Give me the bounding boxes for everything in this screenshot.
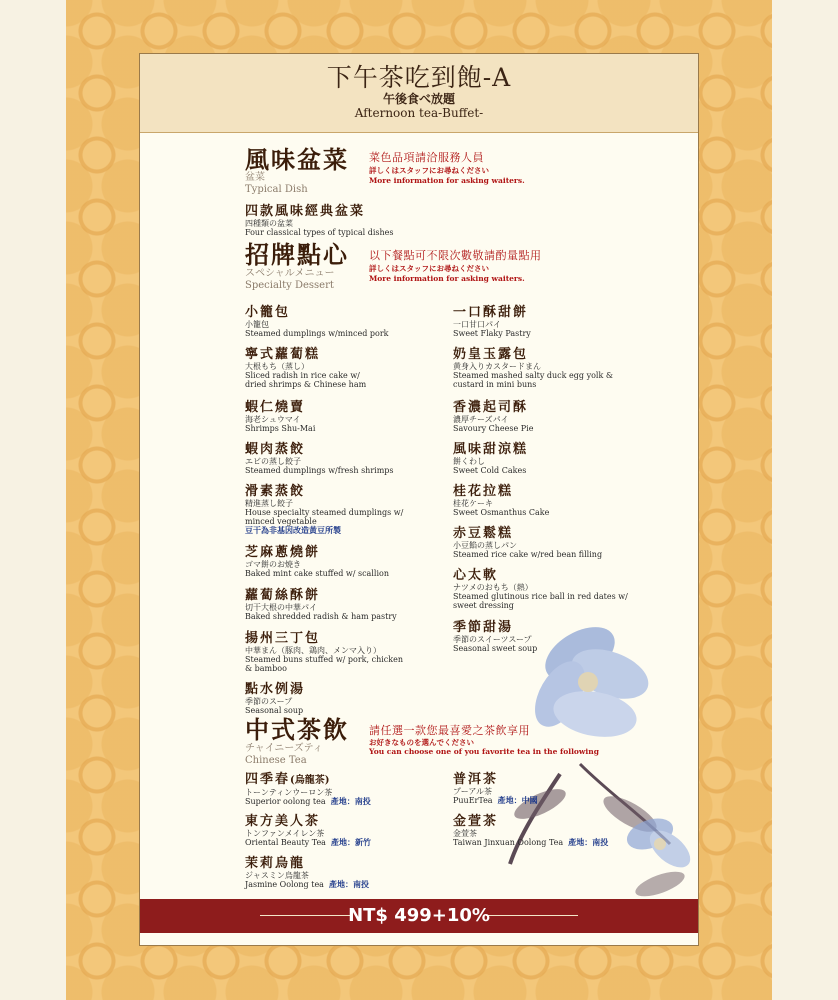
item-name-zh: 蘿蔔絲酥餅 bbox=[245, 588, 321, 603]
tea-section-en: Chinese Tea bbox=[245, 755, 307, 766]
menu-item bbox=[453, 620, 663, 653]
item-name-zh: 東方美人茶 bbox=[245, 814, 321, 829]
item-name-jp: エビの蒸し餃子 bbox=[245, 457, 301, 466]
specialty-section-en: Specialty Dessert bbox=[245, 280, 334, 291]
menu-title: 下午茶吃到飽-A bbox=[326, 63, 512, 92]
item-name-zh: 四款風味經典盆菜 bbox=[245, 204, 366, 219]
tea-note-jp: お好きなものを選んでください bbox=[369, 738, 474, 747]
item-name-zh: 奶皇玉露包 bbox=[453, 347, 529, 362]
item-name-en: Seasonal soup bbox=[245, 706, 304, 715]
item-name-zh: 蝦肉蒸餃 bbox=[245, 442, 306, 457]
tea-item bbox=[245, 772, 455, 806]
menu-item bbox=[453, 526, 663, 559]
item-name-en-line2: custard in mini buns bbox=[453, 380, 537, 389]
menu-item bbox=[245, 484, 455, 535]
typical-item bbox=[245, 204, 545, 237]
menu-item bbox=[245, 545, 455, 578]
item-name-en: Steamed dumplings w/fresh shrimps bbox=[245, 466, 394, 475]
tea-origin: 產地：新竹 bbox=[331, 837, 372, 847]
item-name-en-line2: dried shrimps & Chinese ham bbox=[245, 380, 367, 389]
item-name-jp: 海老シュウマイ bbox=[245, 415, 301, 424]
menu-subtitle-jp: 午後食べ放題 bbox=[382, 92, 455, 106]
item-name-en: Sweet Flaky Pastry bbox=[453, 329, 531, 338]
item-name-en: Sliced radish in rice cake w/ bbox=[245, 371, 360, 380]
typical-note-en: More information for asking waiters. bbox=[369, 176, 525, 185]
item-name-en: Baked shredded radish & ham pastry bbox=[245, 612, 397, 621]
menu-item bbox=[453, 305, 663, 338]
item-name-zh: 揚州三丁包 bbox=[245, 631, 321, 646]
item-name-zh: 寧式蘿蔔糕 bbox=[245, 347, 321, 362]
item-origin-note: 豆干為非基因改造黃豆所製 bbox=[245, 525, 341, 535]
item-name-jp: 餅くわし bbox=[453, 457, 485, 466]
item-name-jp: 大根もち（蒸し） bbox=[245, 362, 309, 371]
specialty-section-jp: スペシャルメニュー bbox=[245, 268, 335, 279]
item-name-jp: ナツメのおもち（熱） bbox=[453, 583, 533, 592]
item-name-zh: 滑素蒸餃 bbox=[245, 484, 306, 499]
typical-section-jp: 盆菜 bbox=[245, 172, 265, 183]
item-name-en: Steamed dumplings w/minced pork bbox=[245, 329, 389, 338]
item-name-zh: 點水例湯 bbox=[245, 682, 306, 697]
menu-item bbox=[453, 568, 663, 610]
menu-item bbox=[245, 442, 455, 475]
item-name-jp: 切干大根の中華パイ bbox=[245, 603, 317, 612]
item-name-en: House specialty steamed dumplings w/ bbox=[245, 508, 404, 517]
item-name-jp: 四種類の盆菜 bbox=[245, 219, 293, 228]
item-name-en: Sweet Osmanthus Cake bbox=[453, 508, 550, 517]
item-name-en: Steamed rice cake w/red bean filling bbox=[453, 550, 603, 559]
item-name-en bbox=[245, 797, 455, 806]
tea-item bbox=[245, 856, 455, 889]
item-name-en: Baked mint cake stuffed w/ scallion bbox=[245, 569, 389, 578]
item-name-en bbox=[453, 838, 663, 847]
price-band bbox=[140, 899, 698, 933]
tea-section-jp: チャイニーズティ bbox=[245, 743, 323, 754]
tea-name-en: Oriental Beauty Tea bbox=[245, 838, 326, 847]
item-name-jp: 中華まん（豚肉、鶏肉、メンマ入り） bbox=[245, 646, 381, 655]
item-name-jp: トーンティンウーロン茶 bbox=[245, 788, 333, 797]
tea-name-en: PuuErTea bbox=[453, 796, 493, 805]
item-name-zh: 赤豆鬆糕 bbox=[453, 526, 514, 541]
tea-name-paren: (烏龍茶) bbox=[290, 775, 330, 786]
tea-origin: 產地：中國 bbox=[497, 795, 538, 805]
typical-note-zh: 菜色品項請洽服務人員 bbox=[369, 151, 484, 164]
item-name-jp: ゴマ餅のお焼き bbox=[245, 560, 301, 569]
menu-item bbox=[453, 442, 663, 475]
item-name-jp: 季節のスイーツスープ bbox=[453, 635, 532, 644]
menu-item bbox=[245, 305, 455, 338]
item-name-jp: 小籠包 bbox=[245, 320, 269, 329]
tea-origin: 產地：南投 bbox=[330, 796, 371, 806]
item-name-en: Steamed buns stuffed w/ pork, chicken bbox=[245, 655, 403, 664]
tea-origin: 產地：南投 bbox=[568, 837, 609, 847]
item-name-zh: 茉莉烏龍 bbox=[245, 856, 306, 871]
item-name-zh: 一口酥甜餅 bbox=[453, 305, 529, 320]
item-name-zh: 風味甜涼糕 bbox=[453, 442, 529, 457]
item-name-jp: 金萱茶 bbox=[453, 829, 477, 838]
specialty-note-en: More information for asking waiters. bbox=[369, 274, 525, 283]
tea-note-zh: 請任選一款您最喜愛之茶飲享用 bbox=[369, 724, 530, 737]
menu-item bbox=[245, 400, 455, 433]
item-name-zh: 心太軟 bbox=[453, 568, 499, 583]
specialty-note-zh: 以下餐點可不限次數敬請酌量點用 bbox=[369, 249, 542, 262]
item-name-en-line2: minced vegetable bbox=[245, 517, 317, 526]
item-name-zh: 金萱茶 bbox=[453, 814, 499, 829]
typical-note-jp: 詳しくはスタッフにお尋ねください bbox=[369, 166, 489, 175]
tea-name-en: Superior oolong tea bbox=[245, 797, 326, 806]
menu-page bbox=[139, 53, 699, 946]
item-name-zh: 香濃起司酥 bbox=[453, 400, 529, 415]
item-name-jp: ジャスミン烏龍茶 bbox=[245, 871, 309, 880]
item-name-zh: 芝麻蔥燒餅 bbox=[245, 545, 321, 560]
item-name-zh: 普洱茶 bbox=[453, 772, 499, 787]
menu-item bbox=[453, 347, 663, 389]
item-name-en: Steamed mashed salty duck egg yolk & bbox=[453, 371, 613, 380]
item-name-en bbox=[245, 838, 455, 847]
menu-header bbox=[140, 54, 698, 133]
item-name-en-line2: & bamboo bbox=[245, 664, 287, 673]
item-name-jp: 黄身入りカスタードまん bbox=[453, 362, 541, 371]
item-name-en: Steamed glutinous rice ball in red dates w/ bbox=[453, 592, 628, 601]
item-name-jp: プーアル茶 bbox=[453, 787, 493, 796]
menu-item bbox=[453, 484, 663, 517]
item-name-en: Four classical types of typical dishes bbox=[245, 228, 394, 237]
tea-name: 四季春 bbox=[245, 772, 291, 787]
item-name-jp: 小豆餡の蒸しパン bbox=[453, 541, 517, 550]
tea-item bbox=[453, 772, 663, 805]
item-name-jp: 精進蒸し餃子 bbox=[245, 499, 293, 508]
item-name-en: Sweet Cold Cakes bbox=[453, 466, 527, 475]
tea-name-en: Taiwan Jinxuan Oolong Tea bbox=[453, 838, 564, 847]
item-name-zh: 蝦仁燒賣 bbox=[245, 400, 306, 415]
item-name-en bbox=[453, 796, 663, 805]
tea-section-title: 中式茶飲 bbox=[245, 715, 349, 744]
menu-item bbox=[245, 631, 455, 673]
item-name-jp: 季節のスープ bbox=[245, 697, 293, 706]
tea-name-en: Jasmine Oolong tea bbox=[245, 880, 324, 889]
tea-item bbox=[453, 814, 663, 847]
tea-note-en: You can choose one of you favorite tea in the following bbox=[369, 747, 599, 756]
specialty-note-jp: 詳しくはスタッフにお尋ねください bbox=[369, 264, 489, 273]
menu-item bbox=[245, 347, 455, 389]
tea-origin: 產地：南投 bbox=[329, 879, 370, 889]
price-text: NT$ 499+10% bbox=[348, 905, 490, 926]
item-name-jp: 一口甘口パイ bbox=[453, 320, 501, 329]
flower-illustration bbox=[497, 564, 699, 924]
item-name-en-line2: sweet dressing bbox=[453, 601, 514, 610]
typical-section-title: 風味盆菜 bbox=[245, 145, 349, 174]
menu-item bbox=[245, 588, 455, 621]
item-name-jp: トンファンメイレン茶 bbox=[245, 829, 325, 838]
menu-subtitle-en: Afternoon tea-Buffet- bbox=[354, 106, 484, 120]
tea-item bbox=[245, 814, 455, 847]
item-name-zh: 小籠包 bbox=[245, 305, 291, 320]
item-name-zh bbox=[245, 772, 455, 788]
item-name-en bbox=[245, 880, 455, 889]
item-name-en: Seasonal sweet soup bbox=[453, 644, 538, 653]
item-name-en: Savoury Cheese Pie bbox=[453, 424, 534, 433]
item-name-jp: 桂花ケーキ bbox=[453, 499, 493, 508]
menu-item bbox=[245, 682, 455, 715]
item-name-jp: 濃厚チーズパイ bbox=[453, 415, 509, 424]
menu-item bbox=[453, 400, 663, 433]
item-name-zh: 桂花拉糕 bbox=[453, 484, 514, 499]
item-name-zh: 季節甜湯 bbox=[453, 620, 514, 635]
typical-section-en: Typical Dish bbox=[245, 184, 308, 195]
item-name-en: Shrimps Shu-Mai bbox=[245, 424, 316, 433]
specialty-section-title: 招牌點心 bbox=[245, 240, 349, 269]
